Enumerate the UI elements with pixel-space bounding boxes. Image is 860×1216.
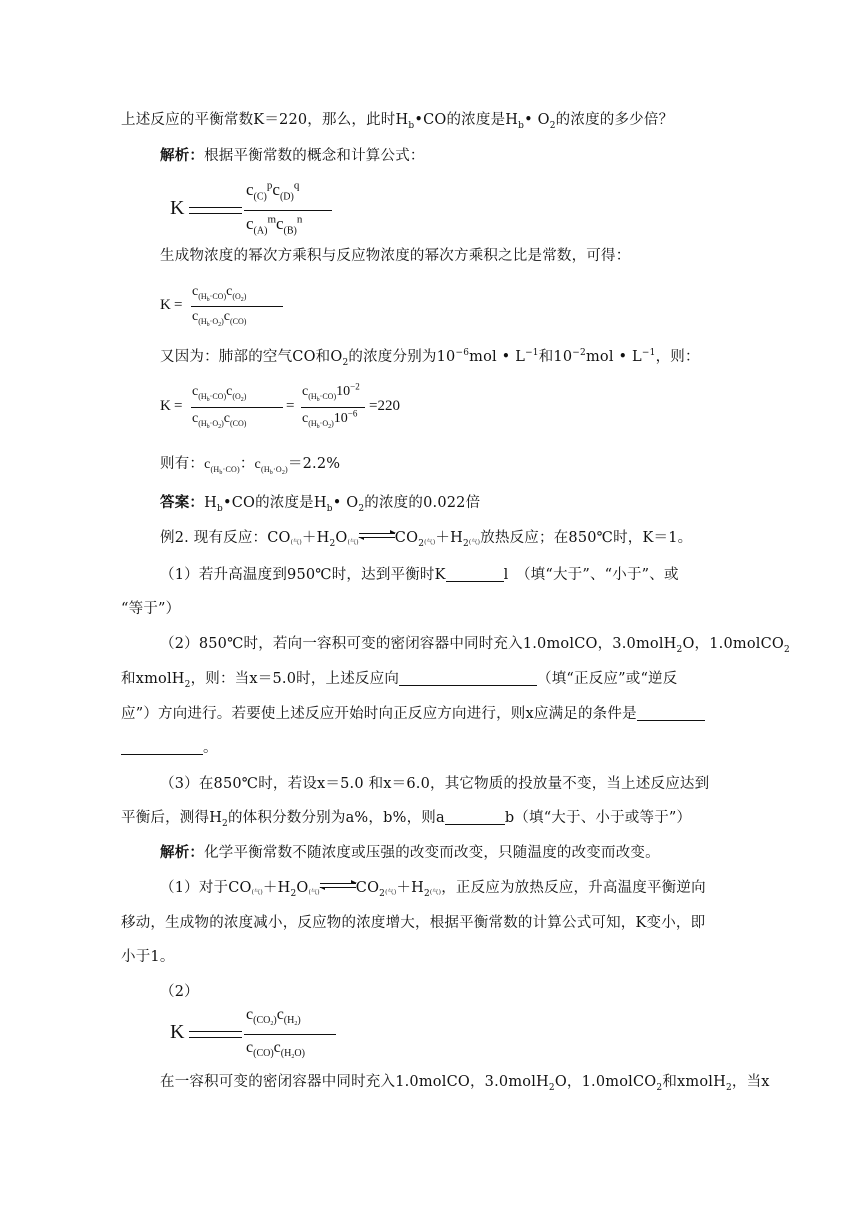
- text-line: 移动，生成物的浓度减小，反应物的浓度增大，根据平衡常数的计算公式可知，K变小，即: [121, 915, 706, 931]
- question-1-line: （1）若升高温度到950℃时，达到平衡时K l （填“大于”、“小于”、或: [160, 567, 679, 583]
- equilibrium-arrow-icon: [320, 881, 356, 891]
- analysis-line: 解析：化学平衡常数不随浓度或压强的改变而改变，只随温度的改变而改变。: [160, 844, 660, 861]
- answer-blank[interactable]: [637, 706, 705, 721]
- question-line: 上述反应的平衡常数K＝220，那么，此时$H_b•CO$的浓度是$H_b•$ $O_2$的浓度的多少倍？: [121, 112, 674, 131]
- text-line: 又因为：肺部的空气CO和$O_2$的浓度分别为$10^{-6}mol$ • $L^{-1}$和$10^{-2}mol$ • $L^{-1}$，则：: [160, 348, 700, 368]
- example-2-line: 例2. 现有反应：$CO_{(气)}+H_2O_{(气)}$ $CO_{2(气)}+H_{2(气)}$放热反应；在850℃时，K＝1。: [160, 530, 693, 549]
- answer-blank[interactable]: [399, 671, 537, 686]
- k-calculation-formula: K = $c_{(H_b\cdot CO)}c_{(O_2)}$ $c_{(H_b\cdot O_2)}c_{(CO)}$ = $c_{(H_b\cdot CO)}10^{-2}$ $c_{(H_b\cdot O_2)}10^{-6}$ =220: [160, 381, 400, 430]
- text-line: “等于”）: [121, 601, 181, 617]
- text-line: 应”）方向进行。若要使上述反应开始时向正反应方向进行，则x应满足的条件是: [121, 704, 705, 724]
- k-formula-hb: K = $c_{(H_b\cdot CO)}c_{(O_2)}$ $c_{(H_b\cdot O_2)}c_{(CO)}$: [160, 284, 290, 334]
- answer-line: 答案：$H_b•CO$的浓度是$H_b•$ $O_2$的浓度的0.022倍: [160, 494, 481, 514]
- analysis-line: 解析：根据平衡常数的概念和计算公式：: [160, 147, 425, 164]
- text-line: 。: [121, 738, 218, 758]
- text-line: 和xmolH$_2$，则：当x＝5.0时，上述反应向 （填“正反应”或“逆反: [121, 671, 678, 690]
- question-3-line: （3）在850℃时，若设x＝5.0 和x＝6.0，其它物质的投放量不变，当上述反应达到: [160, 776, 710, 792]
- text-line: 生成物浓度的幂次方乘积与反应物浓度的幂次方乘积之比是常数，可得：: [160, 248, 631, 264]
- k-formula-co: K $c_{(CO_2)}c_{(H_2)}$ $c_{(CO)}c_{(H_2O)}$: [170, 1004, 350, 1064]
- text-line: 小于1。: [121, 949, 175, 965]
- solution-1-line: （1）对于$CO_{(气)}+H_2O_{(气)}$ $CO_{2(气)}+H_{2(气)}$，正反应为放热反应，升高温度平衡逆向: [160, 880, 706, 899]
- ratio-line: 则有：$c_{(H_b\cdot CO)}$：$c_{(H_b\cdot O_2)}=2.2\%$: [160, 456, 341, 476]
- question-2-line: （2）850℃时，若向一容积可变的密闭容器中同时充入1.0molCO，3.0molH$_2$O，1.0molCO$_2$: [160, 636, 790, 655]
- text-line: 平衡后，测得$H_2$的体积分数分别为a%，b%，则a b（填“大于、小于或等于”）: [121, 810, 692, 829]
- text-line: 在一容积可变的密闭容器中同时充入1.0molCO，3.0molH$_2$O，1.0molCO$_2$和xmolH$_2$，当x: [160, 1074, 770, 1093]
- answer-blank[interactable]: [446, 567, 504, 582]
- answer-blank[interactable]: [445, 810, 505, 825]
- equilibrium-constant-formula: K $c_{(C)}^pc_{(D)}^q$ $c_{(A)}^mc_{(B)}^n$: [170, 180, 350, 240]
- text-line: （2）: [160, 984, 199, 1000]
- equilibrium-arrow-icon: [359, 531, 395, 541]
- answer-blank[interactable]: [121, 740, 203, 755]
